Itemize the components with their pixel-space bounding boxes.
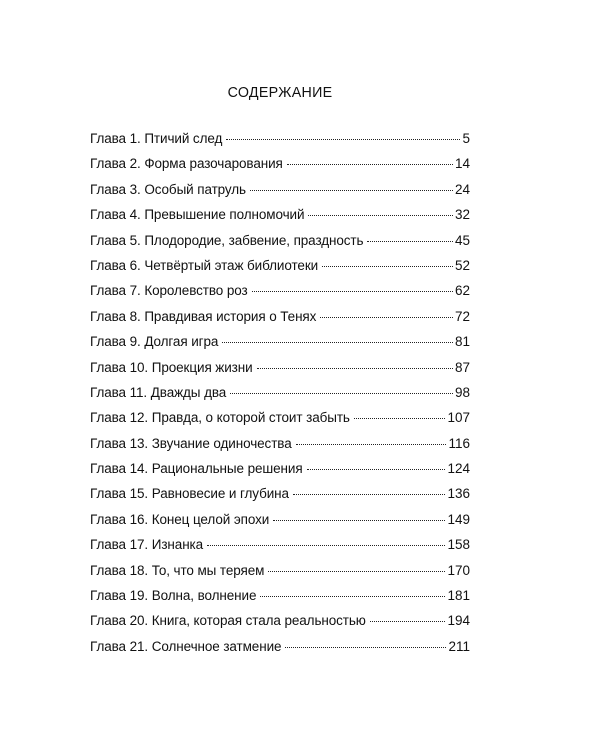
toc-entry-title: Глава 8. Правдивая история о Тенях: [90, 308, 317, 324]
toc-dot-leader: [268, 570, 445, 572]
toc-entry-page-number: 107: [447, 410, 470, 426]
toc-entry: [90, 481, 470, 506]
page-title: СОДЕРЖАНИЕ: [227, 84, 333, 101]
toc-entry-title: Глава 3. Особый патруль: [90, 181, 246, 197]
toc-entry-title: Глава 12. Правда, о которой стоит забыть: [90, 410, 350, 426]
toc-entry: [90, 304, 470, 329]
toc-entry-title: Глава 15. Равновесие и глубина: [90, 486, 289, 502]
toc-dot-leader: [207, 544, 445, 546]
toc-entry-page-number: 87: [454, 359, 470, 375]
toc-entry: [90, 608, 470, 633]
toc-entry-page-number: 32: [454, 207, 470, 223]
toc-entry-page-number: 124: [447, 461, 470, 477]
toc-entry-title: Глава 21. Солнечное затмение: [90, 638, 282, 654]
table-of-contents: [90, 126, 470, 659]
toc-entry: [90, 126, 470, 151]
toc-entry-page-number: 149: [447, 511, 470, 527]
toc-entry-title: Глава 17. Изнанка: [90, 537, 204, 553]
toc-entry-page-number: 24: [454, 181, 470, 197]
toc-entry: [90, 634, 470, 659]
toc-dot-leader: [293, 493, 446, 495]
toc-entry-page-number: 181: [447, 588, 470, 604]
toc-entry-page-number: 211: [448, 638, 470, 654]
toc-entry-title: Глава 19. Волна, волнение: [90, 588, 257, 604]
toc-entry: [90, 202, 470, 227]
toc-entry: [90, 228, 470, 253]
toc-entry-title: Глава 9. Долгая игра: [90, 334, 219, 350]
toc-dot-leader: [307, 468, 446, 470]
toc-entry-page-number: 158: [447, 537, 470, 553]
toc-entry-page-number: 14: [454, 156, 470, 172]
toc-entry: [90, 329, 470, 354]
toc-entry-page-number: 136: [447, 486, 470, 502]
toc-entry-page-number: 81: [454, 334, 470, 350]
toc-entry-page-number: 98: [454, 384, 470, 400]
toc-entry-title: Глава 6. Четвёртый этаж библиотеки: [90, 257, 319, 273]
toc-dot-leader: [260, 595, 445, 597]
toc-dot-leader: [273, 519, 445, 521]
toc-entry: [90, 355, 470, 380]
toc-entry: [90, 431, 470, 456]
toc-dot-leader: [296, 443, 447, 445]
toc-dot-leader: [226, 138, 460, 140]
toc-entry: [90, 583, 470, 608]
toc-entry-title: Глава 1. Птичий след: [90, 131, 223, 146]
toc-entry: [90, 177, 470, 202]
toc-entry-title: Глава 10. Проекция жизни: [90, 359, 253, 375]
toc-entry-page-number: 5: [462, 131, 470, 146]
toc-entry: [90, 558, 470, 583]
toc-entry-page-number: 170: [447, 562, 470, 578]
toc-dot-leader: [222, 341, 453, 343]
toc-dot-leader: [252, 290, 453, 292]
toc-entry-title: Глава 14. Рациональные решения: [90, 461, 303, 477]
toc-entry: [90, 253, 470, 278]
toc-entry-title: Глава 16. Конец целой эпохи: [90, 511, 270, 527]
toc-entry: [90, 405, 470, 430]
toc-entry-title: Глава 13. Звучание одиночества: [90, 435, 292, 451]
toc-entry-title: Глава 18. То, что мы теряем: [90, 562, 265, 578]
toc-dot-leader: [230, 392, 453, 394]
toc-dot-leader: [308, 214, 453, 216]
toc-entry-page-number: 72: [454, 308, 470, 324]
toc-entry-title: Глава 11. Дважды два: [90, 384, 227, 400]
toc-entry-title: Глава 7. Королевство роз: [90, 283, 248, 299]
toc-entry-title: Глава 5. Плодородие, забвение, праздность: [90, 232, 364, 248]
toc-entry-title: Глава 2. Форма разочарования: [90, 156, 283, 172]
toc-entry: [90, 151, 470, 176]
toc-entry-page-number: 45: [454, 232, 470, 248]
toc-dot-leader: [367, 240, 453, 242]
toc-entry: [90, 507, 470, 532]
toc-entry-title: Глава 4. Превышение полномочий: [90, 207, 305, 223]
toc-dot-leader: [287, 163, 453, 165]
toc-entry-page-number: 52: [454, 257, 470, 273]
toc-dot-leader: [250, 189, 453, 191]
toc-entry: [90, 380, 470, 405]
toc-entry-page-number: 194: [447, 613, 470, 629]
toc-entry-page-number: 62: [454, 283, 470, 299]
toc-dot-leader: [320, 316, 453, 318]
toc-dot-leader: [257, 367, 453, 369]
toc-entry-page-number: 116: [448, 435, 470, 451]
toc-dot-leader: [370, 620, 446, 622]
toc-dot-leader: [322, 265, 453, 267]
toc-entry-title: Глава 20. Книга, которая стала реальностью: [90, 613, 366, 629]
toc-entry: [90, 456, 470, 481]
toc-dot-leader: [285, 646, 446, 648]
toc-entry: [90, 532, 470, 557]
toc-entry: [90, 278, 470, 303]
toc-dot-leader: [354, 417, 446, 419]
